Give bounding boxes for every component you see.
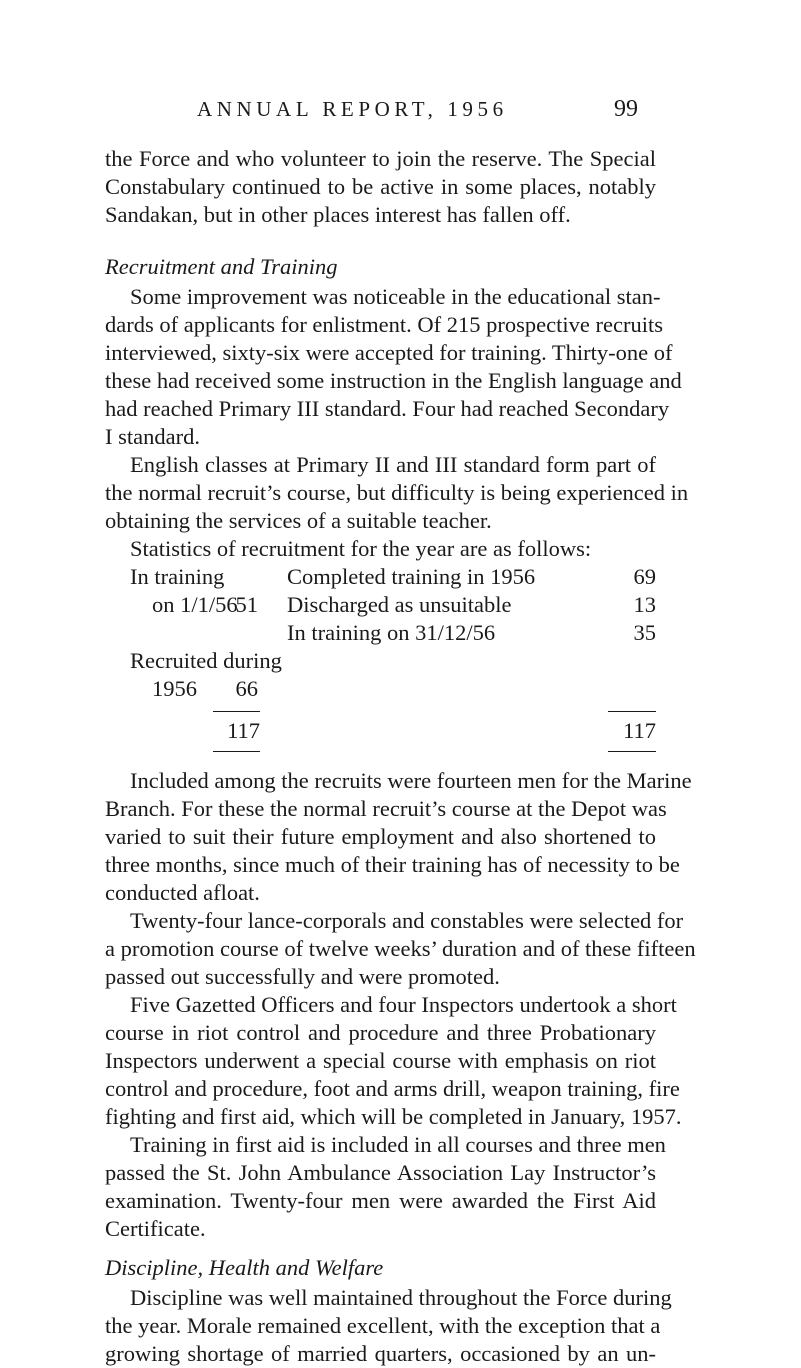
text-line: English classes at Primary II and III standard form part of [130,452,656,477]
running-title: ANNUAL REPORT, 1956 [197,97,508,121]
text-line: interviewed, sixty-six were accepted for training. Thirty-one of [105,340,673,365]
text-line: I standard. [105,424,200,449]
text-line: dards of applicants for enlistment. Of 215 prospective recruits [105,312,663,337]
right-total-rule-top [608,711,656,712]
text-line: Certificate. [105,1216,206,1241]
text-line: Discipline was well maintained throughout the Force during [130,1285,672,1310]
completed-training-label: Completed training in 1956 [287,564,536,589]
text-line: the Force and who volunteer to join the reserve. The Special [105,146,656,171]
text-line: passed the St. John Ambulance Association Lay Instructor’s [105,1160,656,1185]
text-line: examination. Twenty-four men were awarded the First Aid [105,1188,656,1213]
recruited-value: 66 [235,676,258,701]
text-line: Twenty-four lance-corporals and constables were selected for [130,908,684,933]
right-total: 117 [623,718,656,743]
page-number: 99 [614,96,638,122]
still-in-training-label: In training on 31/12/56 [287,620,496,645]
left-total: 117 [227,718,260,743]
still-in-training-value: 35 [633,620,656,645]
page-header [0,94,801,124]
text-line: these had received some instruction in the English language and [105,368,682,393]
recruited-label: Recruited during [130,648,282,673]
in-training-date-label: on 1/1/56 [152,592,238,617]
text-line: varied to suit their future employment and also shortened to [105,824,656,849]
text-line: the year. Morale remained excellent, with the exception that a [105,1313,661,1338]
text-line: a promotion course of twelve weeks’ duration and of these fifteen [105,936,696,961]
text-line: conducted afloat. [105,880,260,905]
discharged-label: Discharged as unsuitable [287,592,512,617]
in-training-label: In training [130,564,225,589]
text-line: had reached Primary III standard. Four had reached Secondary [105,396,670,421]
text-line: Training in first aid is included in all courses and three men [130,1132,666,1157]
section-heading-discipline: Discipline, Health and Welfare [105,1255,384,1280]
in-training-value: 51 [235,592,258,617]
completed-training-value: 69 [633,564,656,589]
text-line: Branch. For these the normal recruit’s course at the Depot was [105,796,667,821]
text-line: fighting and first aid, which will be completed in January, 1957. [105,1104,682,1129]
text-line: the normal recruit’s course, but difficulty is being experienced in [105,480,689,505]
left-total-rule-top [213,711,260,712]
recruited-year-label: 1956 [152,676,197,701]
text-line: Five Gazetted Officers and four Inspectors undertook a short [130,992,677,1017]
text-line: passed out successfully and were promoted. [105,964,500,989]
text-line: course in riot control and procedure and three Probationary [105,1020,656,1045]
left-total-rule-bottom [213,751,260,752]
text-line: Included among the recruits were fourteen men for the Marine [130,768,692,793]
text-line: Constabulary continued to be active in some places, notably [105,174,656,199]
text-line: obtaining the services of a suitable teacher. [105,508,492,533]
section-heading-recruitment: Recruitment and Training [105,254,338,279]
text-line: Statistics of recruitment for the year are as follows: [130,536,592,561]
text-line: Sandakan, but in other places interest has fallen off. [105,202,571,227]
discharged-value: 13 [633,592,656,617]
right-total-rule-bottom [608,751,656,752]
text-line: control and procedure, foot and arms drill, weapon training, fire [105,1076,680,1101]
text-line: growing shortage of married quarters, occasioned by an un- [105,1341,656,1366]
text-line: Some improvement was noticeable in the educational stan- [130,284,661,309]
text-line: Inspectors underwent a special course with emphasis on riot [105,1048,656,1073]
text-line: three months, since much of their training has of necessity to be [105,852,680,877]
